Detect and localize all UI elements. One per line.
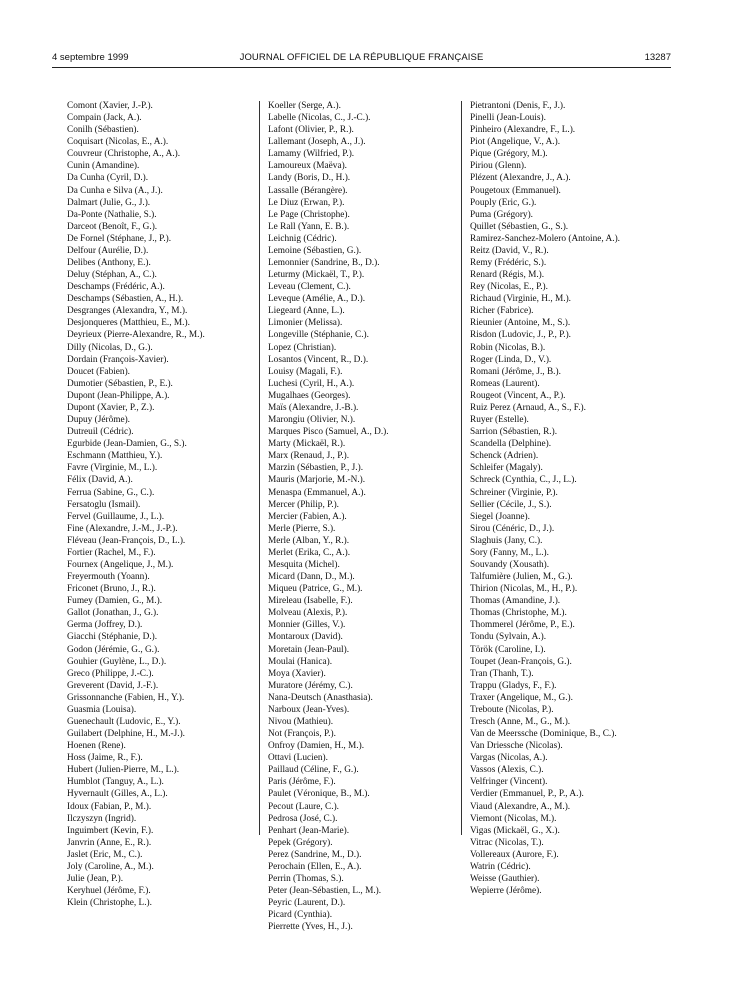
list-item: Cunin (Amandine). <box>67 161 140 172</box>
list-item: Merlet (Erika, C., A.). <box>268 547 351 558</box>
list-item: Penhart (Jean-Marie). <box>268 825 350 836</box>
list-item: Mugalhaes (Georges). <box>268 390 351 401</box>
list-item: Micard (Dann, D., M.). <box>268 572 355 583</box>
list-item: Pierrette (Yves, H., J.). <box>268 922 353 933</box>
column-divider <box>259 101 260 835</box>
list-item: Pietrantoni (Denis, F., J.). <box>470 101 566 111</box>
list-item: Grissonnanche (Fabien, H., Y.). <box>67 692 185 703</box>
list-item: Marques Pisco (Samuel, A., D.). <box>268 427 389 438</box>
list-item: Favre (Virginie, M., L.). <box>67 463 158 474</box>
list-item: Muratore (Jérémy, C.). <box>268 680 353 691</box>
list-item: Freyermouth (Yoann). <box>67 572 150 583</box>
list-item: Peter (Jean-Sébastien, L., M.). <box>268 886 382 897</box>
list-item: Ruyer (Estelle). <box>470 415 529 426</box>
list-item: Le Diuz (Erwan, P.). <box>268 197 345 208</box>
list-item: Picard (Cynthia). <box>268 910 333 921</box>
list-item: Plézent (Alexandre, J., A.). <box>470 173 571 184</box>
list-item: Liegeard (Anne, L.). <box>268 306 345 317</box>
list-item: Pinheiro (Alexandre, F., L.). <box>470 125 576 136</box>
list-item: Pedrosa (José, C.). <box>268 813 338 824</box>
list-item: Fine (Alexandre, J.-M., J.-P.). <box>67 523 178 534</box>
list-item: Perochain (Ellen, E., A.). <box>268 861 362 872</box>
list-item: Giacchi (Stéphanie, D.). <box>67 632 158 643</box>
list-item: Paris (Jérôme, F.). <box>268 777 336 788</box>
list-item: Lopez (Christian). <box>268 342 337 353</box>
list-item: Thomas (Christophe, M.). <box>470 608 567 619</box>
list-item: Le Page (Christophe). <box>268 209 350 220</box>
list-item: Godon (Jérémie, G., G.). <box>67 644 160 655</box>
list-item: Thommerel (Jérôme, P., E.). <box>470 620 575 631</box>
list-item: Idoux (Fabian, P., M.). <box>67 801 152 812</box>
list-item: Greverent (David, J.-F.). <box>67 680 159 691</box>
list-item: Darceot (Benoît, F., G.). <box>67 221 158 232</box>
list-item: Merle (Alban, Y., R.). <box>268 535 350 546</box>
list-item: Koeller (Serge, A.). <box>268 101 341 111</box>
list-item: Guasmia (Louisa). <box>67 704 137 715</box>
list-item: Moya (Xavier). <box>268 668 326 679</box>
list-item: Sellier (Cécile, J., S.). <box>470 499 552 510</box>
list-item: Deschamps (Frédéric, A.). <box>67 282 165 293</box>
list-item: Gallot (Jonathan, J., G.). <box>67 608 159 619</box>
list-item: Labelle (Nicolas, C., J.-C.). <box>268 113 371 124</box>
list-item: Rougeot (Vincent, A., P.). <box>470 390 566 401</box>
list-item: Richaud (Virginie, H., M.). <box>470 294 572 305</box>
list-item: Greco (Philippe, J.-C.). <box>67 668 154 679</box>
list-item: Onfroy (Damien, H., M.). <box>268 741 365 752</box>
list-item: Thirion (Nicolas, M., H., P.). <box>470 584 578 595</box>
list-item: Romeas (Laurent). <box>470 378 540 389</box>
list-item: Quillet (Sébastien, G., S.). <box>470 221 569 232</box>
list-item: Pouply (Eric, G.). <box>470 197 537 208</box>
list-item: Siegel (Joanne). <box>470 511 530 522</box>
list-item: Watrin (Cédric). <box>470 861 531 872</box>
list-item: Pepek (Grégory). <box>268 837 333 848</box>
list-item: Menaspa (Emmanuel, A.). <box>268 487 366 498</box>
list-item: Jaslet (Eric, M., C.). <box>67 849 143 860</box>
list-item: Mesquita (Michel). <box>268 559 340 570</box>
list-item: Da-Ponte (Nathalie, S.). <box>67 209 157 220</box>
list-item: Montaroux (David). <box>268 632 343 643</box>
list-item: Schreck (Cynthia, C., J., L.). <box>470 475 577 486</box>
list-item: Ottavi (Lucien). <box>268 753 328 764</box>
list-item: Desjonqueres (Matthieu, E., M.). <box>67 318 190 329</box>
list-item: Da Cunha (Cyril, D.). <box>67 173 149 184</box>
list-item: Hyvernault (Gilles, A., L.). <box>67 789 168 800</box>
list-item: Le Rall (Yann, E. B.). <box>268 221 350 232</box>
list-item: Conilh (Sébastien). <box>67 125 139 136</box>
list-item: Sirou (Cénéric, D., J.). <box>470 523 555 534</box>
list-item: Leturmy (Mickaël, T., P.). <box>268 270 365 281</box>
journal-title: JOURNAL OFFICIEL DE LA RÉPUBLIQUE FRANÇAISE <box>239 52 484 63</box>
list-item: Trappu (Gladys, F., F.). <box>470 680 557 691</box>
list-item: Dumotier (Sébastien, P., E.). <box>67 378 173 389</box>
list-item: Vigas (Mickaël, G., X.). <box>470 825 560 836</box>
list-item: Klein (Christophe, L.). <box>67 898 152 909</box>
list-item: Mireleau (Isabelle, F.). <box>268 596 353 607</box>
list-item: Rey (Nicolas, E., P.). <box>470 282 548 293</box>
list-item: Viaud (Alexandre, A., M.). <box>470 801 571 812</box>
list-item: Inguimbert (Kevin, F.). <box>67 825 154 836</box>
list-item: Souvandy (Xousath). <box>470 559 550 570</box>
list-item: Monnier (Gilles, V.). <box>268 620 346 631</box>
name-column-1 <box>67 100 205 909</box>
list-item: Sory (Fanny, M., L.). <box>470 547 549 558</box>
list-item: Maïs (Alexandre, J.-B.). <box>268 402 359 413</box>
list-item: Delibes (Anthony, E.). <box>67 258 151 269</box>
list-item: Lallemant (Joseph, A., J.). <box>268 137 366 148</box>
list-item: Scandella (Delphine). <box>470 439 552 450</box>
list-item: Lemonnier (Sandrine, B., D.). <box>268 258 380 269</box>
list-item: Humblot (Tanguy, A., L.). <box>67 777 164 788</box>
list-item: Fumey (Damien, G., M.). <box>67 596 163 607</box>
list-item: Gouhier (Guylène, L., D.). <box>67 656 167 667</box>
name-column-3 <box>470 100 620 897</box>
list-item: Hoss (Jaime, R., F.). <box>67 753 143 764</box>
list-item: Joly (Caroline, A., M.). <box>67 861 154 872</box>
list-item: Deluy (Stéphan, A., C.). <box>67 270 157 281</box>
list-item: Pougetoux (Emmanuel). <box>470 185 561 196</box>
list-item: Louisy (Magali, F.). <box>268 366 343 377</box>
list-item: Delfour (Aurélie, D.). <box>67 245 149 256</box>
list-item: Deschamps (Sébastien, A., H.). <box>67 294 184 305</box>
list-item: Narboux (Jean-Yves). <box>268 704 350 715</box>
list-item: Van de Meerssche (Dominique, B., C.). <box>470 729 617 740</box>
list-item: Török (Caroline, I.). <box>470 644 546 655</box>
name-column-2 <box>268 100 389 933</box>
list-item: Schreiner (Virginie, P.). <box>470 487 558 498</box>
list-item: Leveque (Amélie, A., D.). <box>268 294 366 305</box>
list-item: Ruiz Perez (Arnaud, A., S., F.). <box>470 402 586 413</box>
list-item: Vargas (Nicolas, A.). <box>470 753 548 764</box>
list-item: Fléveau (Jean-François, D., L.). <box>67 535 186 546</box>
list-item: Merle (Pierre, S.). <box>268 523 336 534</box>
list-item: Reitz (David, V., R.). <box>470 245 549 256</box>
list-item: Perrin (Thomas, S.). <box>268 874 344 884</box>
list-item: Landy (Boris, D., H.). <box>268 173 351 184</box>
list-item: Longeville (Stéphanie, C.). <box>268 330 369 341</box>
list-item: Friconet (Bruno, J., R.). <box>67 584 156 595</box>
list-item: Coquisart (Nicolas, E., A.). <box>67 137 169 148</box>
list-item: Dordain (François-Xavier). <box>67 354 169 365</box>
list-item: Limonier (Melissa). <box>268 318 343 329</box>
list-item: Desgranges (Alexandra, Y., M.). <box>67 306 188 317</box>
list-item: Paulet (Véronique, B., M.). <box>268 789 370 800</box>
list-item: Van Driessche (Nicolas). <box>470 741 563 752</box>
list-item: Lemoine (Sébastien, G.). <box>268 245 362 256</box>
list-item: Fortier (Rachel, M., F.). <box>67 547 156 558</box>
list-item: Pecout (Laure, C.). <box>268 801 339 812</box>
list-item: Pinelli (Jean-Louis). <box>470 113 546 124</box>
list-item: Weisse (Gauthier). <box>470 874 540 884</box>
list-item: Mauris (Marjorie, M.-N.). <box>268 475 366 486</box>
list-item: De Fornel (Stéphane, J., P.). <box>67 233 172 244</box>
list-item: Lamoureux (Maëva). <box>268 161 347 172</box>
list-item: Fersatoglu (Ismail). <box>67 499 141 510</box>
list-item: Thomas (Amandine, J.). <box>470 596 561 607</box>
list-item: Moulai (Hanica). <box>268 656 333 667</box>
list-item: Schleifer (Magaly). <box>470 463 543 474</box>
list-item: Ramirez-Sanchez-Molero (Antoine, A.). <box>470 233 620 244</box>
list-item: Tran (Thanh, T.). <box>470 668 534 679</box>
list-item: Guilabert (Delphine, H., M.-J.). <box>67 729 185 740</box>
column-divider <box>461 101 462 835</box>
list-item: Da Cunha e Silva (A., J.). <box>67 185 163 196</box>
list-item: Renard (Régis, M.). <box>470 270 545 281</box>
list-item: Viemont (Nicolas, M.). <box>470 813 557 824</box>
list-item: Egurbide (Jean-Damien, G., S.). <box>67 439 187 450</box>
list-item: Janvrin (Anne, E., R.). <box>67 837 152 848</box>
list-item: Dilly (Nicolas, D., G.). <box>67 342 153 353</box>
list-item: Marty (Mickaël, R.). <box>268 439 346 450</box>
list-item: Miqueu (Patrice, G., M.). <box>268 584 363 595</box>
list-item: Romani (Jérôme, J., B.). <box>470 366 561 377</box>
page-number: 13287 <box>644 52 671 63</box>
list-item: Deyrieux (Pierre-Alexandre, R., M.). <box>67 330 205 341</box>
list-item: Hoenen (Rene). <box>67 741 126 752</box>
list-item: Eschmann (Matthieu, Y.). <box>67 451 163 462</box>
list-item: Compain (Jack, A.). <box>67 113 142 124</box>
list-item: Robin (Nicolas, B.). <box>470 342 546 353</box>
list-item: Mercier (Fabien, A.). <box>268 511 347 522</box>
list-item: Guenechault (Ludovic, E., Y.). <box>67 716 181 727</box>
list-item: Not (François, P.). <box>268 729 336 740</box>
list-item: Mercer (Philip, P.). <box>268 499 340 510</box>
list-item: Nana-Deutsch (Anasthasia). <box>268 692 373 703</box>
list-item: Peyric (Laurent, D.). <box>268 898 346 909</box>
list-item: Vitrac (Nicolas, T.). <box>470 837 544 848</box>
list-item: Keryhuel (Jérôme, F.). <box>67 886 151 897</box>
list-item: Wepierre (Jérôme). <box>470 886 542 897</box>
list-item: Leichnig (Cédric). <box>268 233 337 244</box>
list-item: Schenck (Adrien). <box>470 451 539 462</box>
list-item: Fournex (Angelique, J., M.). <box>67 559 174 570</box>
list-item: Hubert (Julien-Pierre, M., L.). <box>67 765 180 776</box>
list-item: Sarrion (Sébastien, R.). <box>470 427 558 438</box>
list-item: Piriou (Glenn). <box>470 161 527 172</box>
list-item: Dalmart (Julie, G., J.). <box>67 197 151 208</box>
list-item: Piot (Angelique, V., A.). <box>470 137 561 148</box>
list-item: Ilczyszyn (Ingrid). <box>67 813 137 824</box>
list-item: Marongiu (Olivier, N.). <box>268 415 356 426</box>
list-item: Julie (Jean, P.). <box>67 874 124 884</box>
list-item: Remy (Frédéric, S.). <box>470 258 547 269</box>
list-item: Moretain (Jean-Paul). <box>268 644 350 655</box>
list-item: Lassalle (Bérangère). <box>268 185 348 196</box>
list-item: Tresch (Anne, M., G., M.). <box>470 716 571 727</box>
issue-date: 4 septembre 1999 <box>52 52 129 63</box>
list-item: Lamamy (Wilfried, P.). <box>268 149 355 160</box>
list-item: Marzin (Sébastien, P., J.). <box>268 463 364 474</box>
list-item: Risdon (Ludovic, J., P., P.). <box>470 330 571 341</box>
list-item: Dutreuil (Cédric). <box>67 427 134 438</box>
list-item: Pique (Grégory, M.). <box>470 149 548 160</box>
list-item: Talfumière (Julien, M., G.). <box>470 572 573 583</box>
list-item: Leveau (Clement, C.). <box>268 282 351 293</box>
list-item: Doucet (Fabien). <box>67 366 130 377</box>
list-item: Marx (Renaud, J., P.). <box>268 451 350 462</box>
list-item: Germa (Joffrey, D.). <box>67 620 143 631</box>
list-item: Nivou (Mathieu). <box>268 716 334 727</box>
list-item: Dupuy (Jérôme). <box>67 415 130 426</box>
list-item: Couvreur (Christophe, A., A.). <box>67 149 181 160</box>
list-item: Slaghuis (Jany, C.). <box>470 535 543 546</box>
list-item: Luchesi (Cyril, H., A.). <box>268 378 355 389</box>
list-item: Tondu (Sylvain, A.). <box>470 632 547 643</box>
list-item: Richer (Fabrice). <box>470 306 534 317</box>
list-item: Molveau (Alexis, P.). <box>268 608 348 619</box>
list-item: Roger (Linda, D., V.). <box>470 354 552 365</box>
list-item: Puma (Grégory). <box>470 209 533 220</box>
list-item: Verdier (Emmanuel, P., P., A.). <box>470 789 584 800</box>
list-item: Treboute (Nicolas, P.). <box>470 704 554 715</box>
list-item: Vassos (Alexis, C.). <box>470 765 544 776</box>
list-item: Toupet (Jean-François, G.). <box>470 656 572 667</box>
list-item: Lafont (Olivier, P., R.). <box>268 125 354 136</box>
list-item: Paillaud (Céline, F., G.). <box>268 765 359 776</box>
list-item: Fervel (Guillaume, J., L.). <box>67 511 165 522</box>
list-item: Comont (Xavier, J.-P.). <box>67 101 153 111</box>
list-item: Dupont (Xavier, P., Z.). <box>67 402 155 413</box>
list-item: Traxer (Angelique, M., G.). <box>470 692 573 703</box>
list-item: Losantos (Vincent, R., D.). <box>268 354 369 365</box>
list-item: Ferrua (Sabine, G., C.). <box>67 487 155 498</box>
page-header <box>52 52 671 66</box>
header-rule <box>52 67 671 68</box>
list-item: Dupont (Jean-Philippe, A.). <box>67 390 170 401</box>
list-item: Rieunier (Antoine, M., S.). <box>470 318 571 329</box>
list-item: Vollereaux (Aurore, F.). <box>470 849 559 860</box>
list-item: Félix (David, A.). <box>67 475 133 486</box>
list-item: Velfringer (Vincent). <box>470 777 548 788</box>
list-item: Perez (Sandrine, M., D.). <box>268 849 362 860</box>
